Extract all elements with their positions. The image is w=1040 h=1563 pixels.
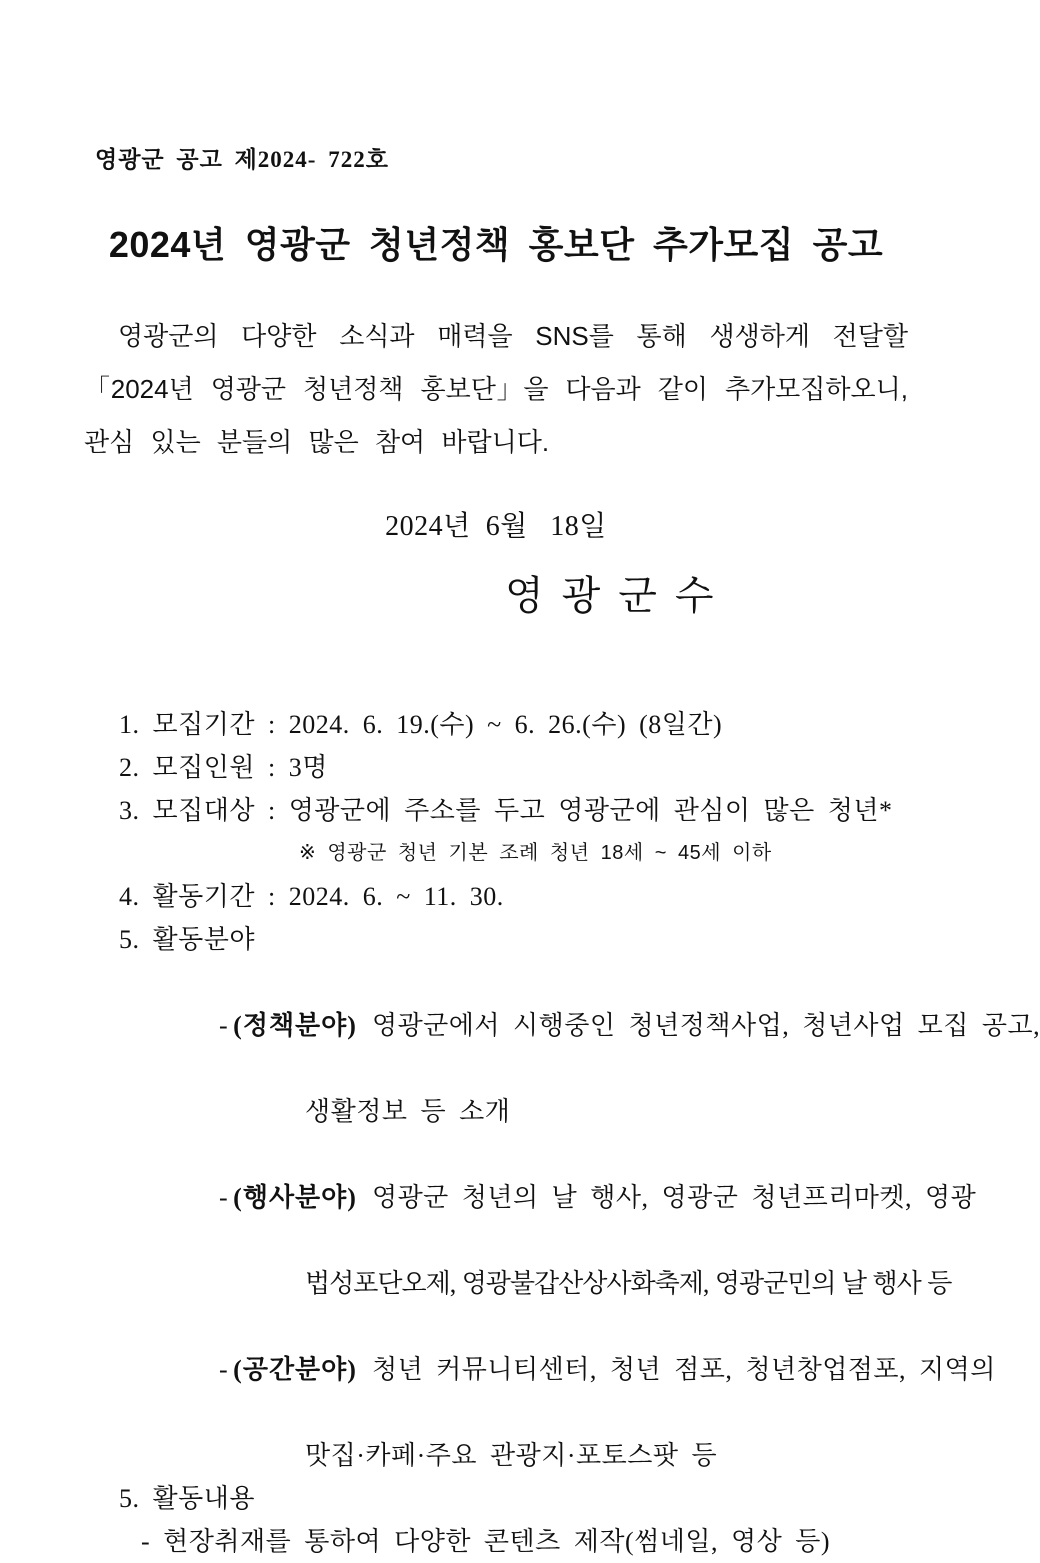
intro-line-1: 영광군의 다양한 소식과 매력을 SNS를 통해 생생하게 전달할 [118, 321, 908, 351]
list-item-recruit-target: 3. 모집대상 : 영광군에 주소를 두고 영광군에 관심이 많은 청년* [119, 796, 893, 825]
list-item-activity-content: 5. 활동내용 [119, 1484, 255, 1513]
event-field-text: 영광군 청년의 날 행사, 영광군 청년프리마켓, 영광 [371, 1183, 977, 1212]
announcement-body [0, 703, 1040, 1563]
intro-paragraph [84, 310, 908, 469]
issue-date: 2024년 6월 18일 [385, 511, 607, 542]
sub-item-policy-field [141, 961, 1040, 1090]
page-title: 2024년 영광군 청년정책 홍보단 추가모집 공고 [108, 224, 884, 265]
issuer-signature: 영 광 군 수 [505, 573, 718, 618]
space-field-text-cont: 맛집·카페·주요 관광지·포토스팟 등 [305, 1441, 718, 1470]
policy-field-label: (정책분야) [233, 1011, 357, 1040]
sub-item-space-field [141, 1305, 996, 1434]
dash-bullet: - [219, 1183, 229, 1212]
intro-line-3: 관심 있는 분들의 많은 참여 바랍니다. [84, 427, 550, 457]
recruit-target-note: ※ 영광군 청년 기본 조례 청년 18세 ~ 45세 이하 [299, 842, 772, 864]
intro-line-2: 「2024년 영광군 청년정책 홍보단」을 다음과 같이 추가모집하오니, [84, 374, 908, 404]
space-field-label: (공간분야) [233, 1355, 357, 1384]
space-field-text: 청년 커뮤니티센터, 청년 점포, 청년창업점포, 지역의 [371, 1355, 996, 1384]
sub-item-event-field [141, 1133, 992, 1262]
policy-field-text: 영광군에서 시행중인 청년정책사업, 청년사업 모집 공고, [371, 1011, 1040, 1040]
doc-number: 영광군 공고 제2024- 722호 [95, 147, 389, 172]
dash-bullet: - [219, 1011, 229, 1040]
list-item-recruit-count: 2. 모집인원 : 3명 [119, 753, 328, 782]
list-item-activity-field: 5. 활동분야 [119, 925, 255, 954]
event-field-text-cont: 법성포단오제, 영광불갑산상사화축제, 영광군민의 날 행사 등 [305, 1269, 952, 1298]
dash-bullet: - [219, 1355, 229, 1384]
policy-field-text-cont: 생활정보 등 소개 [305, 1097, 511, 1126]
list-item-activity-period: 4. 활동기간 : 2024. 6. ~ 11. 30. [119, 882, 504, 911]
sub-item-activity-content: - 현장취재를 통하여 다양한 콘텐츠 제작(썸네일, 영상 등) [141, 1527, 831, 1556]
list-item-recruit-period: 1. 모집기간 : 2024. 6. 19.(수) ~ 6. 26.(수) (8일간) [119, 710, 723, 739]
event-field-label: (행사분야) [233, 1183, 357, 1212]
